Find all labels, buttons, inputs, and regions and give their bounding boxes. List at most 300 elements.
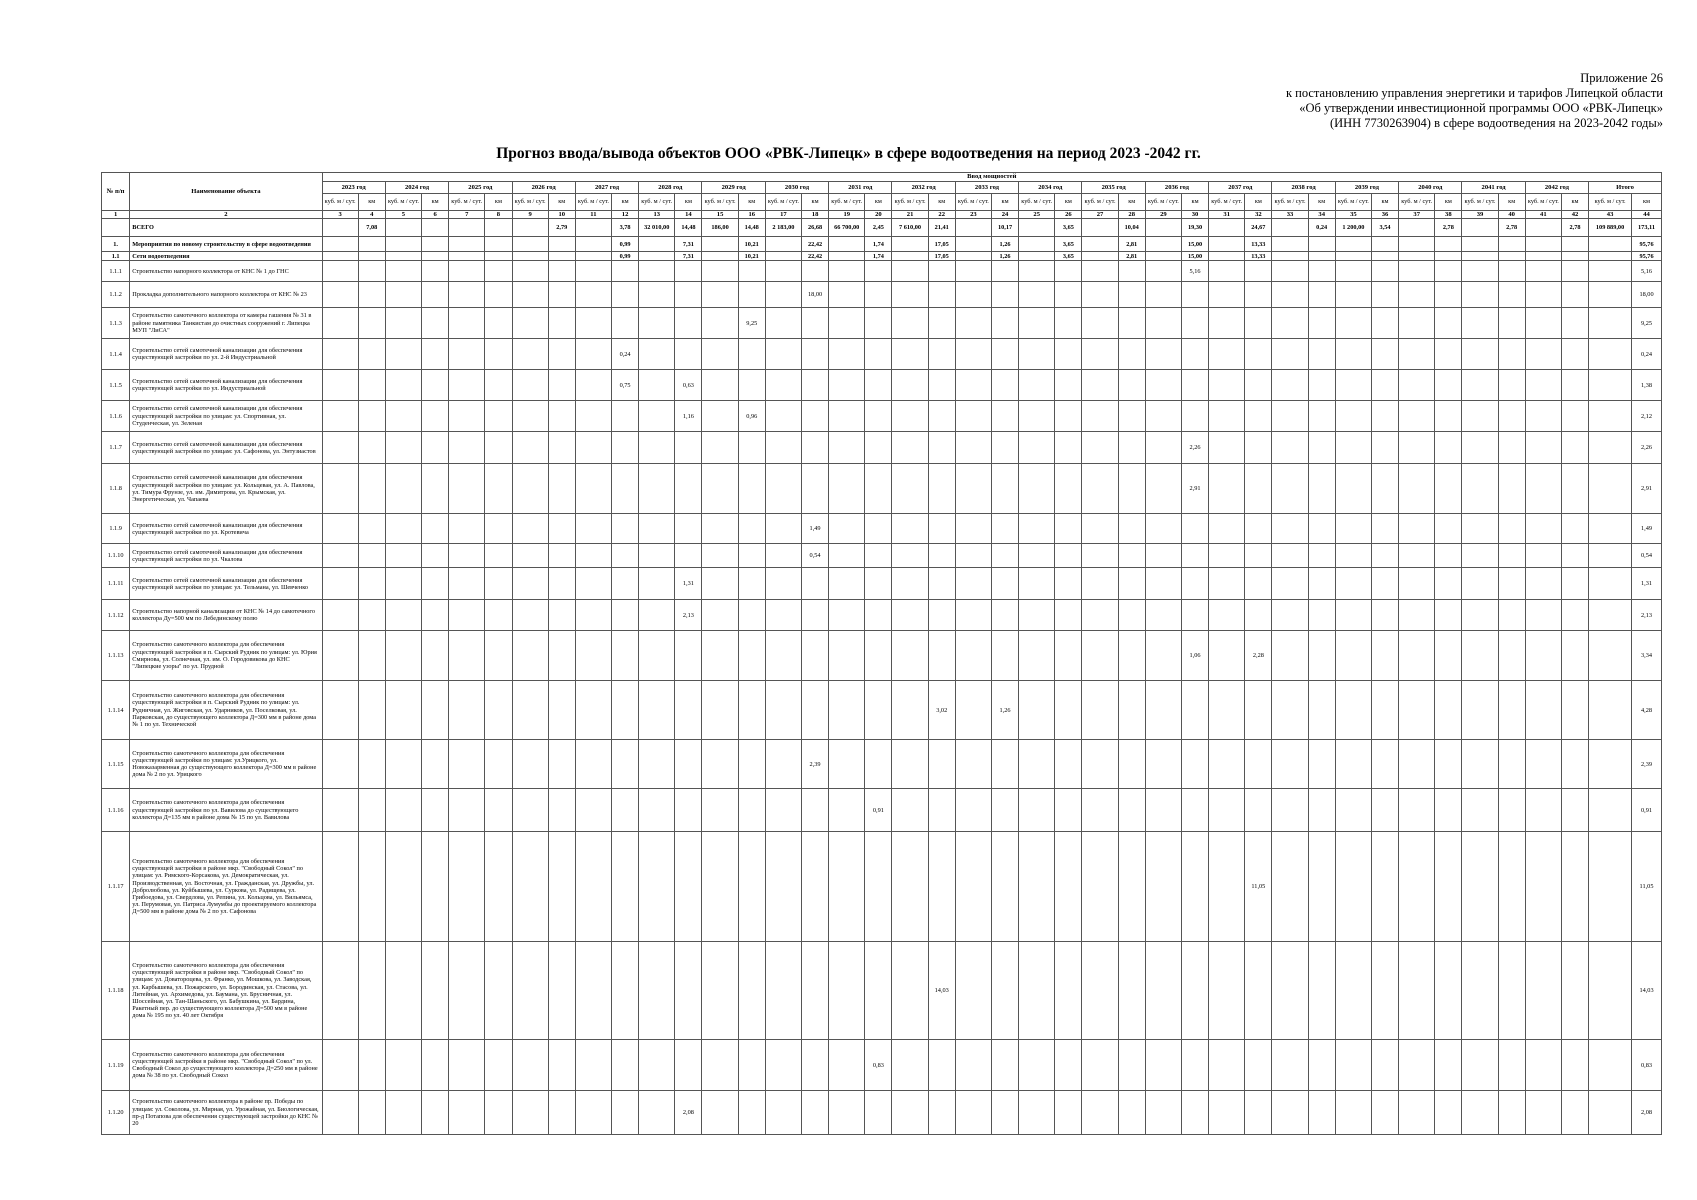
table-row <box>102 237 1662 252</box>
value-cell <box>512 568 548 600</box>
unit-km-header: км <box>1435 194 1462 211</box>
column-number: 28 <box>1118 211 1145 219</box>
value-cell <box>765 252 801 261</box>
value-cell <box>1435 544 1462 568</box>
value-cell <box>955 789 991 832</box>
column-number: 42 <box>1561 211 1588 219</box>
row-number: 1.1.19 <box>102 1040 130 1091</box>
unit-km-header: км <box>1632 194 1662 211</box>
value-cell: 1,31 <box>675 568 702 600</box>
value-cell <box>449 740 485 789</box>
value-cell <box>892 308 928 339</box>
value-cell <box>1272 308 1308 339</box>
object-name: Строительство сетей самотечной канализации для обеспечения существующей застройки по улицам: ул. Тельмана, ул. Шевченко <box>130 568 322 600</box>
value-cell <box>702 237 738 252</box>
value-cell <box>829 789 865 832</box>
column-number: 39 <box>1462 211 1498 219</box>
value-cell <box>1272 631 1308 681</box>
value-cell <box>1589 252 1632 261</box>
value-cell <box>639 681 675 740</box>
value-cell <box>865 282 892 308</box>
value-cell: 15,00 <box>1181 252 1208 261</box>
object-name: Сети водоотведения <box>130 252 322 261</box>
value-cell <box>358 401 385 432</box>
value-cell: 14,48 <box>738 219 765 237</box>
value-cell <box>1082 681 1118 740</box>
value-cell <box>865 432 892 464</box>
value-cell <box>1272 219 1308 237</box>
value-cell <box>385 237 421 252</box>
value-cell <box>702 740 738 789</box>
value-cell <box>1335 544 1371 568</box>
value-cell <box>1145 370 1181 401</box>
value-cell <box>512 308 548 339</box>
value-cell <box>1371 942 1398 1040</box>
value-cell <box>892 631 928 681</box>
value-cell <box>422 401 449 432</box>
value-cell <box>1209 339 1245 370</box>
value-cell <box>575 568 611 600</box>
value-cell <box>385 832 421 942</box>
value-cell <box>639 252 675 261</box>
value-cell <box>1145 261 1181 282</box>
value-cell <box>449 370 485 401</box>
value-cell <box>738 832 765 942</box>
value-cell <box>1082 631 1118 681</box>
value-cell <box>892 401 928 432</box>
value-cell <box>1335 789 1371 832</box>
value-cell <box>1462 740 1498 789</box>
value-cell: 2,08 <box>675 1091 702 1135</box>
value-cell <box>928 631 955 681</box>
value-cell: 22,42 <box>802 237 829 252</box>
value-cell <box>1019 681 1055 740</box>
value-cell: 9,25 <box>1632 308 1662 339</box>
value-cell <box>358 568 385 600</box>
value-cell <box>1498 308 1525 339</box>
value-cell <box>1462 401 1498 432</box>
value-cell <box>1525 631 1561 681</box>
value-cell <box>422 740 449 789</box>
value-cell <box>991 282 1018 308</box>
value-cell <box>1462 631 1498 681</box>
value-cell <box>485 219 512 237</box>
column-number: 25 <box>1019 211 1055 219</box>
value-cell <box>1019 370 1055 401</box>
value-cell <box>1561 432 1588 464</box>
value-cell <box>1272 514 1308 544</box>
value-cell <box>1145 308 1181 339</box>
value-cell <box>1308 1091 1335 1135</box>
value-cell <box>1589 740 1632 789</box>
value-cell: 5,16 <box>1181 261 1208 282</box>
value-cell <box>1498 832 1525 942</box>
value-cell <box>512 237 548 252</box>
value-cell <box>1181 339 1208 370</box>
value-cell: 15,00 <box>1181 237 1208 252</box>
value-cell <box>1561 401 1588 432</box>
value-cell <box>1335 237 1371 252</box>
value-cell <box>512 832 548 942</box>
value-cell <box>548 789 575 832</box>
value-cell <box>765 631 801 681</box>
value-cell <box>322 514 358 544</box>
value-cell <box>1525 464 1561 514</box>
value-cell <box>829 282 865 308</box>
value-cell <box>1181 514 1208 544</box>
value-cell: 0,91 <box>865 789 892 832</box>
value-cell <box>892 432 928 464</box>
value-cell <box>612 789 639 832</box>
row-number: 1.1.15 <box>102 740 130 789</box>
value-cell <box>928 464 955 514</box>
value-cell <box>512 740 548 789</box>
value-cell <box>1399 464 1435 514</box>
value-cell: 0,24 <box>1308 219 1335 237</box>
value-cell <box>702 789 738 832</box>
value-cell: 3,02 <box>928 681 955 740</box>
value-cell <box>829 568 865 600</box>
value-cell: 1,38 <box>1632 370 1662 401</box>
value-cell <box>612 1091 639 1135</box>
value-cell <box>422 1040 449 1091</box>
unit-km-header: км <box>928 194 955 211</box>
value-cell <box>1589 432 1632 464</box>
value-cell <box>612 464 639 514</box>
row-number: 1.1.3 <box>102 308 130 339</box>
value-cell <box>358 282 385 308</box>
value-cell <box>1435 631 1462 681</box>
value-cell <box>1335 600 1371 631</box>
value-cell <box>955 401 991 432</box>
unit-volume-header: куб. м / сут. <box>1335 194 1371 211</box>
value-cell <box>1245 1040 1272 1091</box>
value-cell: 24,67 <box>1245 219 1272 237</box>
column-number: 13 <box>639 211 675 219</box>
value-cell <box>955 1091 991 1135</box>
value-cell <box>548 942 575 1040</box>
value-cell <box>1055 740 1082 789</box>
year-header: 2042 год <box>1525 182 1588 194</box>
value-cell <box>1399 544 1435 568</box>
value-cell <box>449 789 485 832</box>
column-number: 36 <box>1371 211 1398 219</box>
column-number: 18 <box>802 211 829 219</box>
value-cell <box>1082 1091 1118 1135</box>
value-cell <box>575 681 611 740</box>
value-cell <box>1399 282 1435 308</box>
value-cell <box>1335 1091 1371 1135</box>
value-cell <box>639 631 675 681</box>
value-cell <box>1371 432 1398 464</box>
object-name: Строительство самотечного коллектора для обеспечения существующей застройки в районе мкр. "Свободный Сокол" по ул. Свободный Сокол до существующего коллектора Д=250 мм в районе дома № 38 по ул. Свободный Сокол <box>130 1040 322 1091</box>
value-cell <box>639 1040 675 1091</box>
value-cell <box>955 832 991 942</box>
value-cell <box>1561 600 1588 631</box>
value-cell <box>1435 600 1462 631</box>
value-cell <box>358 631 385 681</box>
value-cell: 10,17 <box>991 219 1018 237</box>
column-number: 21 <box>892 211 928 219</box>
value-cell <box>765 832 801 942</box>
value-cell <box>928 600 955 631</box>
value-cell <box>639 942 675 1040</box>
value-cell <box>1118 568 1145 600</box>
value-cell <box>1082 219 1118 237</box>
value-cell <box>1308 568 1335 600</box>
column-number: 37 <box>1399 211 1435 219</box>
value-cell <box>1399 1091 1435 1135</box>
value-cell <box>1272 252 1308 261</box>
value-cell <box>1019 631 1055 681</box>
value-cell <box>1082 544 1118 568</box>
object-name: Строительство самотечного коллектора для обеспечения существующей застройки по улицам: ул.Урицкого, ул. Новоказарменная до существующего коллектора Д=300 мм в районе дома № 2 по ул. Урицкого <box>130 740 322 789</box>
object-name: Строительство сетей самотечной канализации для обеспечения существующей застройки по улицам: ул. Спортивная, ул. Студенческая, ул. Зеленая <box>130 401 322 432</box>
value-cell <box>575 370 611 401</box>
column-number: 40 <box>1498 211 1525 219</box>
value-cell <box>1525 544 1561 568</box>
value-cell: 5,16 <box>1632 261 1662 282</box>
object-name: Строительство самотечного коллектора для обеспечения существующей застройки в п. Сырский Рудник по улицам: ул. Рудничная, ул. Жиговская, ул. Ударников, ул. Поселковая, ул. Парковская, до существующего коллектора Д=300 мм в районе дома № 1 по ул. Технической <box>130 681 322 740</box>
value-cell <box>512 942 548 1040</box>
value-cell <box>1561 1040 1588 1091</box>
column-number: 2 <box>130 211 322 219</box>
value-cell <box>449 308 485 339</box>
value-cell <box>892 740 928 789</box>
value-cell <box>1498 261 1525 282</box>
value-cell <box>1145 942 1181 1040</box>
value-cell <box>485 832 512 942</box>
value-cell <box>702 339 738 370</box>
value-cell <box>449 544 485 568</box>
value-cell <box>991 308 1018 339</box>
value-cell <box>1525 401 1561 432</box>
value-cell <box>639 237 675 252</box>
object-name: Строительство сетей самотечной канализации для обеспечения существующей застройки по улицам: ул. Сафонова, ул. Энтузиастов <box>130 432 322 464</box>
value-cell <box>612 514 639 544</box>
value-cell <box>1462 252 1498 261</box>
value-cell <box>1399 631 1435 681</box>
value-cell <box>358 832 385 942</box>
value-cell <box>865 401 892 432</box>
value-cell <box>802 568 829 600</box>
value-cell <box>1561 544 1588 568</box>
value-cell <box>1335 261 1371 282</box>
value-cell: 0,54 <box>802 544 829 568</box>
value-cell <box>1525 681 1561 740</box>
unit-km-header: км <box>1498 194 1525 211</box>
value-cell <box>548 631 575 681</box>
value-cell <box>1435 464 1462 514</box>
column-number: 19 <box>829 211 865 219</box>
value-cell <box>1055 261 1082 282</box>
value-cell <box>1399 832 1435 942</box>
value-cell <box>1589 261 1632 282</box>
value-cell <box>422 942 449 1040</box>
value-cell <box>1019 237 1055 252</box>
value-cell <box>1145 252 1181 261</box>
value-cell: 2,45 <box>865 219 892 237</box>
value-cell <box>639 370 675 401</box>
value-cell <box>802 261 829 282</box>
value-cell <box>1019 832 1055 942</box>
value-cell <box>738 464 765 514</box>
value-cell <box>1118 544 1145 568</box>
value-cell <box>1399 568 1435 600</box>
column-number: 44 <box>1632 211 1662 219</box>
value-cell <box>1019 514 1055 544</box>
table-row <box>102 514 1662 544</box>
value-cell <box>928 432 955 464</box>
value-cell <box>892 544 928 568</box>
value-cell <box>738 600 765 631</box>
value-cell <box>485 339 512 370</box>
value-cell <box>1525 432 1561 464</box>
value-cell: 186,00 <box>702 219 738 237</box>
value-cell <box>802 1040 829 1091</box>
value-cell <box>1082 464 1118 514</box>
value-cell <box>1589 308 1632 339</box>
value-cell <box>829 740 865 789</box>
value-cell: 2,39 <box>802 740 829 789</box>
table-row <box>102 261 1662 282</box>
value-cell <box>1371 370 1398 401</box>
value-cell <box>1245 432 1272 464</box>
value-cell <box>548 252 575 261</box>
value-cell <box>358 432 385 464</box>
unit-km-header: км <box>612 194 639 211</box>
value-cell <box>1335 252 1371 261</box>
value-cell <box>1209 401 1245 432</box>
column-number: 35 <box>1335 211 1371 219</box>
value-cell: 0,99 <box>612 237 639 252</box>
value-cell <box>1209 308 1245 339</box>
value-cell <box>548 401 575 432</box>
value-cell <box>612 568 639 600</box>
value-cell <box>991 568 1018 600</box>
value-cell <box>865 631 892 681</box>
value-cell <box>1019 1040 1055 1091</box>
value-cell <box>1308 282 1335 308</box>
header-line: Приложение 26 <box>1580 71 1663 85</box>
value-cell: 3,78 <box>612 219 639 237</box>
value-cell <box>1399 219 1435 237</box>
value-cell <box>1498 600 1525 631</box>
value-cell <box>1462 942 1498 1040</box>
value-cell <box>1272 832 1308 942</box>
object-name: Строительство самотечного коллектора для обеспечения существующей застройки в районе мкр. "Свободный Сокол" по улицам: ул. Римского-Корсакова, ул. Демократическая, ул. Производственная, ул. Восточная, ул. Гражданская, ул. Дружбы, ул. Добролюбова, ул. Куйбышева, ул. Суркова, ул. Радищева, ул. Грибоедова, ул. Свердлова, ул. Репина, ул. Кольцова, ул. Вильямса, ул. Перумовая, ул. Патриса Лумумбы до проектируемого коллектора Д=500 мм в районе дома № 2 по ул. Сафонова <box>130 832 322 942</box>
value-cell <box>1082 432 1118 464</box>
value-cell <box>1525 942 1561 1040</box>
forecast-table <box>101 172 1662 1135</box>
value-cell <box>1435 1091 1462 1135</box>
value-cell <box>928 370 955 401</box>
value-cell <box>1371 401 1398 432</box>
value-cell <box>548 282 575 308</box>
value-cell <box>702 252 738 261</box>
value-cell <box>385 600 421 631</box>
value-cell: 1,74 <box>865 252 892 261</box>
object-name: ВСЕГО <box>130 219 322 237</box>
value-cell <box>802 631 829 681</box>
value-cell <box>1498 942 1525 1040</box>
year-header: 2026 год <box>512 182 575 194</box>
unit-volume-header: куб. м / сут. <box>1209 194 1245 211</box>
value-cell <box>1399 1040 1435 1091</box>
value-cell <box>1498 631 1525 681</box>
value-cell <box>422 282 449 308</box>
unit-km-header: км <box>1118 194 1145 211</box>
column-number: 11 <box>575 211 611 219</box>
value-cell <box>485 261 512 282</box>
value-cell <box>1561 832 1588 942</box>
value-cell <box>1371 252 1398 261</box>
value-cell: 4,28 <box>1632 681 1662 740</box>
value-cell <box>1245 282 1272 308</box>
value-cell <box>512 261 548 282</box>
value-cell: 3,65 <box>1055 219 1082 237</box>
value-cell <box>639 282 675 308</box>
table-row <box>102 568 1662 600</box>
value-cell <box>955 681 991 740</box>
value-cell <box>358 681 385 740</box>
value-cell <box>1082 261 1118 282</box>
value-cell <box>1335 681 1371 740</box>
value-cell <box>865 681 892 740</box>
value-cell <box>765 464 801 514</box>
value-cell <box>512 464 548 514</box>
unit-volume-header: куб. м / сут. <box>829 194 865 211</box>
column-number: 14 <box>675 211 702 219</box>
value-cell <box>322 308 358 339</box>
value-cell <box>1525 261 1561 282</box>
value-cell <box>449 401 485 432</box>
value-cell: 3,65 <box>1055 237 1082 252</box>
value-cell: 3,34 <box>1632 631 1662 681</box>
value-cell <box>955 740 991 789</box>
value-cell <box>575 432 611 464</box>
value-cell: 2,26 <box>1632 432 1662 464</box>
year-header: 2036 год <box>1145 182 1208 194</box>
value-cell <box>612 631 639 681</box>
value-cell <box>1118 740 1145 789</box>
value-cell <box>548 832 575 942</box>
value-cell <box>675 464 702 514</box>
value-cell <box>738 544 765 568</box>
value-cell <box>1245 464 1272 514</box>
value-cell: 7,31 <box>675 237 702 252</box>
value-cell: 2,78 <box>1435 219 1462 237</box>
value-cell <box>1435 942 1462 1040</box>
value-cell <box>1209 600 1245 631</box>
year-header: 2030 год <box>765 182 828 194</box>
value-cell <box>449 339 485 370</box>
value-cell <box>575 252 611 261</box>
value-cell <box>1371 544 1398 568</box>
value-cell <box>928 514 955 544</box>
value-cell <box>1498 401 1525 432</box>
value-cell <box>1525 339 1561 370</box>
value-cell <box>639 261 675 282</box>
unit-volume-header: куб. м / сут. <box>892 194 928 211</box>
value-cell <box>1308 1040 1335 1091</box>
value-cell <box>1308 370 1335 401</box>
value-cell <box>422 568 449 600</box>
value-cell <box>1462 832 1498 942</box>
value-cell <box>702 370 738 401</box>
value-cell <box>955 631 991 681</box>
value-cell <box>1399 789 1435 832</box>
